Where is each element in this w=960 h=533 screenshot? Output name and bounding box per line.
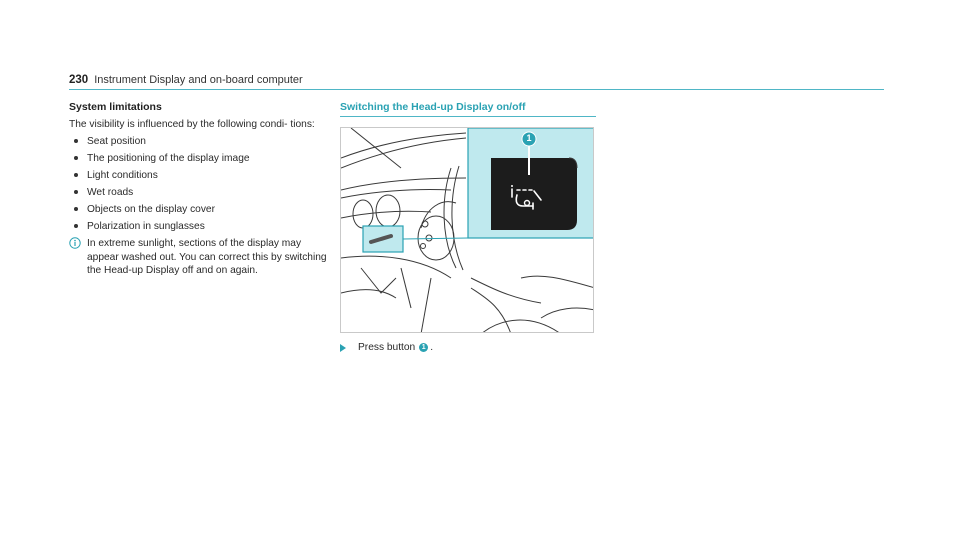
instruction-step: [340, 342, 433, 353]
list-item: Objects on the display cover: [69, 203, 331, 217]
arrow-right-icon: [340, 344, 346, 352]
page-number: 230: [69, 74, 89, 86]
callout-number-inline: 1: [419, 343, 428, 352]
hud-switch-section: [340, 101, 596, 353]
chapter-title: Instrument Display and on-board computer: [94, 74, 303, 86]
page-header: [69, 70, 884, 90]
limitations-list: [69, 135, 331, 234]
list-item: Polarization in sunglasses: [69, 220, 331, 234]
list-item: Seat position: [69, 135, 331, 149]
figure-heading: Switching the Head-up Display on/off: [340, 101, 596, 117]
list-item: The positioning of the display image: [69, 152, 331, 166]
note-text: In extreme sunlight, sections of the display may appear washed out. You can correct this by switching the Head-up Display off and on again.: [87, 238, 327, 276]
system-limitations-section: [69, 101, 331, 278]
section-heading: System limitations: [69, 101, 162, 113]
intro-text: The visibility is influenced by the following condi- tions:: [69, 118, 315, 130]
list-item: Light conditions: [69, 169, 331, 183]
info-icon: [69, 237, 81, 249]
callout-number: 1: [526, 133, 532, 143]
instruction-text: Press button: [358, 342, 416, 353]
head-up-display-icon: [509, 184, 545, 212]
dashboard-drawing: [341, 128, 594, 333]
dashboard-illustration: [340, 127, 594, 333]
instruction-suffix: .: [430, 342, 434, 353]
note: [69, 237, 331, 278]
list-item: Wet roads: [69, 186, 331, 200]
